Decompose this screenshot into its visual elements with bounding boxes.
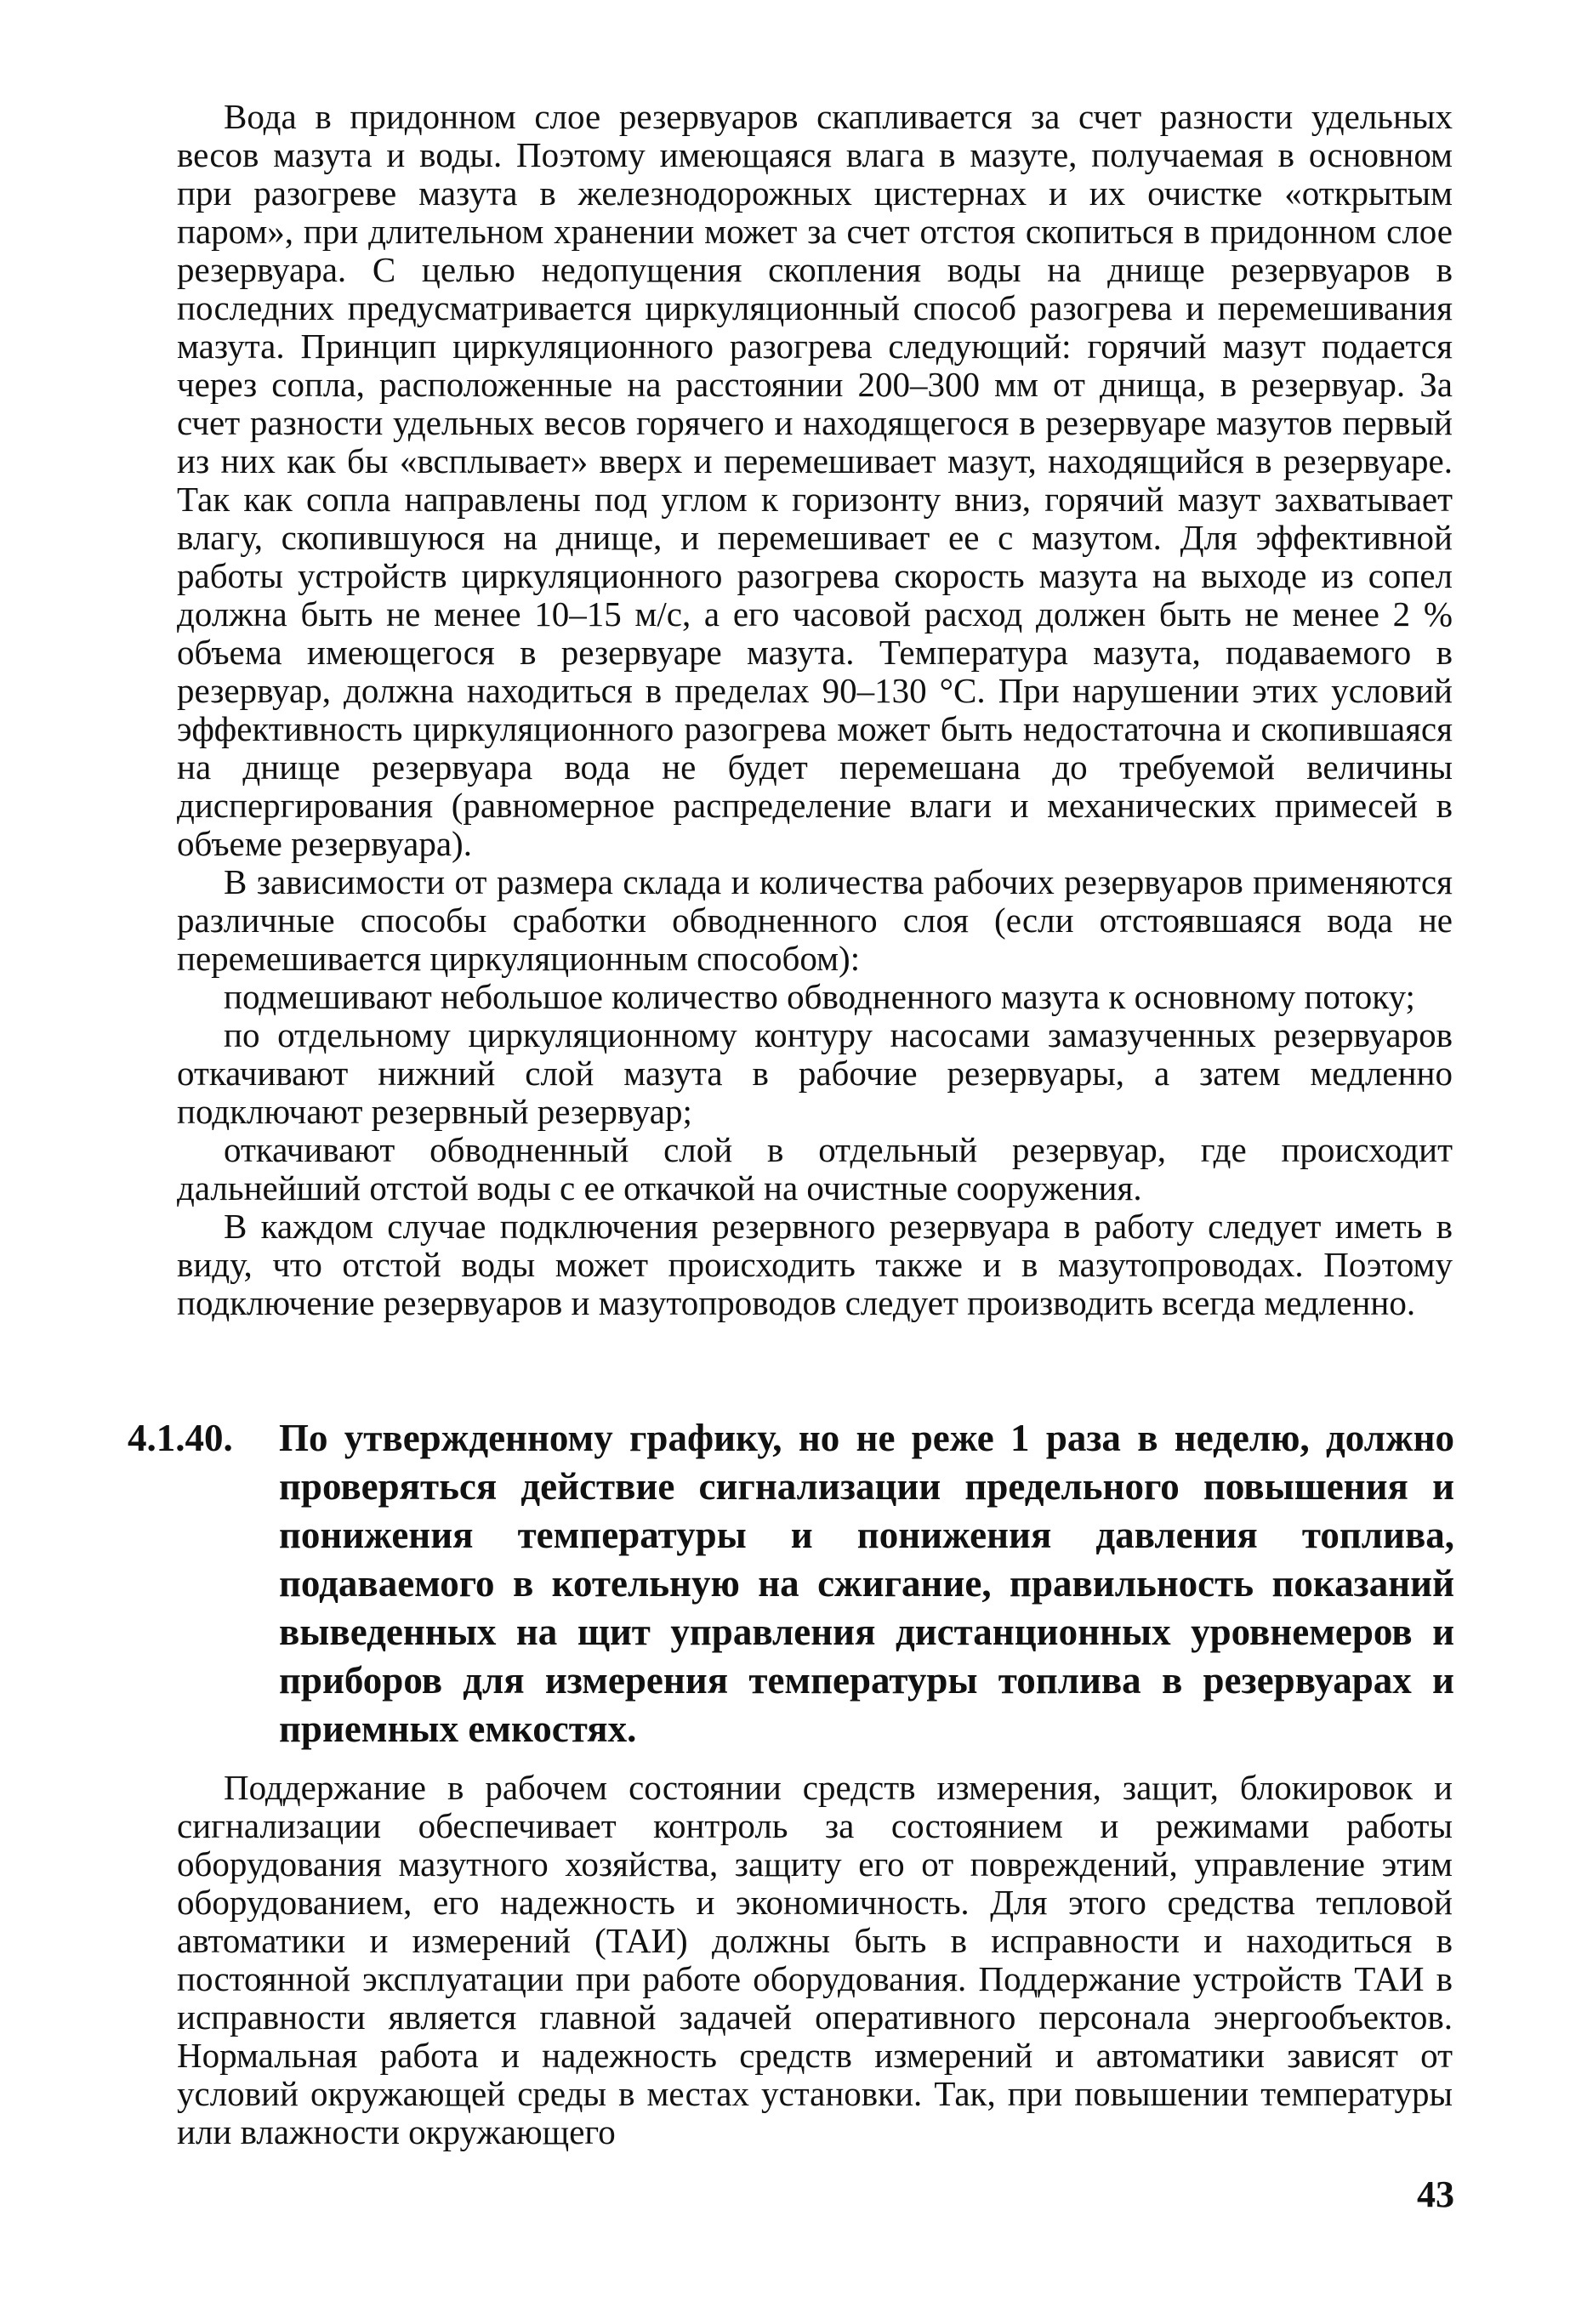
list-item-circulation-contour: по отдельному циркуляционному контуру насосами замазученных резервуаров откачивают нижний слой мазута в рабочие резервуары, а затем медленно подключают резервный резервуар; (177, 1015, 1453, 1131)
paragraph-tai-maintenance: Поддержание в рабочем состоянии средств измерения, защит, блокировок и сигнализации обеспечивает контроль за состоянием и режимами работы оборудования мазутного хозяйства, защиту его от повреждений, управление этим оборудованием, его надежность и экономичность. Для этого средства тепловой автоматики и измерений (ТАИ) должны быть в исправности и находиться в постоянной эксплуатации при работе оборудования. Поддержание устройств ТАИ в исправности является главной задачей оперативного персонала энергообъектов. Нормальная работа и надежность средств измерений и автоматики зависят от условий окружающей среды в местах установки. Так, при повышении температуры или влажности окружающего (177, 1768, 1453, 2151)
section-number: 4.1.40. (128, 1417, 233, 1459)
paragraph-slow-connection: В каждом случае подключения резервного резервуара в работу следует иметь в виду, что отстой воды может происходить также и в мазутопроводах. Поэтому подключение резервуаров и мазутопроводов следует производить всегда медленно. (177, 1207, 1453, 1322)
section-title: По утвержденному графику, но не реже 1 раза в неделю, должно проверяться действие сигнализации предельного повышения и понижения температуры и понижения давления топлива, подаваемого в котельную на сжигание, правильность показаний выведенных на щит управления дистанционных уровнемеров и приборов для измерения температуры топлива в резервуарах и приемных емкостях. (279, 1417, 1454, 1750)
section-heading (128, 1414, 1454, 1753)
page-number: 43 (1417, 2173, 1454, 2215)
list-item-separate-tank: откачивают обводненный слой в отдельный резервуар, где происходит дальнейший отстой воды с ее откачкой на очистные сооружения. (177, 1130, 1453, 1207)
paragraph-methods-intro: В зависимости от размера склада и количества рабочих резервуаров применяются различные способы сработки обводненного слоя (если отстоявшаяся вода не перемешивается циркуляционным способом): (177, 862, 1453, 978)
top-text-block (177, 98, 1453, 1322)
paragraph-water-layer: Вода в придонном слое резервуаров скапливается за счет разности удельных весов мазута и воды. Поэтому имеющаяся влага в мазуте, получаемая в основном при разогреве мазута в железнодорожных цистернах и их очистке «открытым паром», при длительном хранении может за счет отстоя скопиться в придонном слое резервуара. С целью недопущения скопления воды на днище резервуаров в последних предусматривается циркуляционный способ разогрева и перемешивания мазута. Принцип циркуляционного разогрева следующий: горячий мазут подается через сопла, расположенные на расстоянии 200–300 мм от днища, в резервуар. За счет разности удельных весов горячего и находящегося в резервуаре мазутов первый из них как бы «всплывает» вверх и перемешивает мазут, находящийся в резервуаре. Так как сопла направлены под углом к горизонту вниз, горячий мазут захватывает влагу, скопившуюся на днище, и перемешивает ее с мазутом. Для эффективной работы устройств циркуляционного разогрева скорость мазута на выходе из сопел должна быть не менее 10–15 м/с, а его часовой расход должен быть не менее 2 % объема имеющегося в резервуаре мазута. Температура мазута, подаваемого в резервуар, должна находиться в пределах 90–130 °С. При нарушении этих условий эффективность циркуляционного разогрева может быть недостаточна и скопившаяся на днище резервуара вода не будет перемешана до требуемой величины диспергирования (равномерное распределение влаги и механических примесей в объеме резервуара). (177, 97, 1453, 863)
bottom-text-block (177, 1769, 1453, 2151)
list-item-mixing: подмешивают небольшое количество обводненного мазута к основному потоку; (224, 977, 1415, 1016)
